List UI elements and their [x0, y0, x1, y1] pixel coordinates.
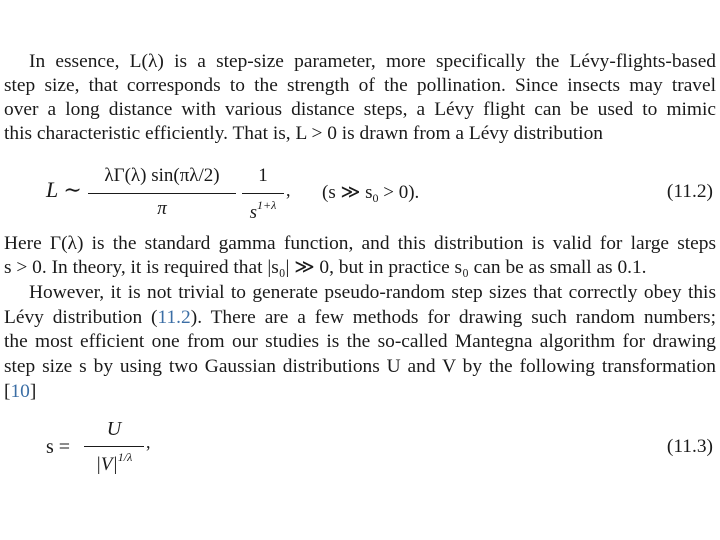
paragraph1-line2: step size, that corresponds to the strength of the pollination. Since insects may travel: [4, 75, 716, 96]
eq2-denominator-exponent: 1/λ: [117, 450, 133, 464]
paragraph3-line4: step size s by using two Gaussian distributions U and V by the following transformation: [4, 356, 716, 377]
p3-l2-a: Lévy distribution (: [4, 307, 158, 328]
eq1-fraction1: [86, 165, 238, 187]
paragraph1-line3: over a long distance with various distance steps, a Lévy flight can be used to mimic: [4, 99, 716, 120]
eq1-condition-sub: 0: [372, 191, 379, 205]
paragraph1-line1: In essence, L(λ) is a step-size parameter, more specifically the Lévy-flights-based: [29, 51, 716, 72]
paragraph3-line1: However, it is not trivial to generate pseudo-random step sizes that correctly obey this: [29, 282, 716, 303]
eq2-number: (11.3): [666, 436, 713, 457]
paragraph1-line4: this characteristic efficiently. That is, L > 0 is drawn from a Lévy distribution: [4, 123, 603, 144]
eq1-frac2-numerator: 1: [258, 165, 268, 186]
paragraph2-line2: s > 0. In theory, it is required that |s₀| ≫ 0, but in practice s₀ can be as small as 0.1.: [4, 257, 647, 278]
paragraph3-line5: [4, 380, 36, 404]
eq1-frac2-exponent: 1+λ: [257, 198, 277, 212]
p3-l5-b: ]: [29, 381, 37, 402]
paragraph3-line2: [4, 306, 716, 330]
equation-reference-11-2[interactable]: 11.2: [157, 307, 191, 328]
eq1-denominator-box: [86, 198, 238, 220]
eq1-condition: [322, 181, 419, 206]
eq1-condition-tail: > 0).: [378, 182, 420, 203]
paragraph2-line1: Here Γ(λ) is the standard gamma function, and this distribution is valid for large steps: [4, 233, 716, 254]
eq2-numerator-box: [82, 418, 146, 441]
eq1-fraction-bar1: [88, 193, 236, 194]
eq1-fraction2: [238, 165, 288, 187]
p3-l2-b: ). There are a few methods for drawing such random numbers;: [190, 307, 716, 328]
eq2-lhs: s =: [46, 436, 71, 458]
eq1-comma: ,: [286, 180, 291, 200]
citation-10[interactable]: 10: [10, 381, 30, 402]
eq1-number: (11.2): [666, 181, 713, 202]
eq2-numerator: U: [106, 418, 122, 440]
eq1-frac2-denominator-box: [238, 198, 288, 224]
eq1-frac2-denominator: s: [249, 202, 258, 223]
eq1-numerator: λΓ(λ) sin(πλ/2): [104, 165, 220, 186]
paragraph3-line3: the most efficient one from our studies is the so-called Mantegna algorithm for drawing: [4, 331, 716, 352]
eq2-denominator-box: [82, 450, 146, 476]
eq2-comma: ,: [146, 432, 151, 452]
eq2-fraction-bar: [84, 446, 144, 447]
eq2-denominator: |V|: [95, 454, 118, 475]
p3-l5-a: [: [4, 381, 11, 402]
eq1-denominator: π: [157, 198, 167, 219]
eq1-fraction-bar2: [242, 193, 284, 194]
eq1-condition-main: (s ≫ s: [322, 182, 373, 203]
eq1-lhs: L ∼: [46, 177, 82, 202]
